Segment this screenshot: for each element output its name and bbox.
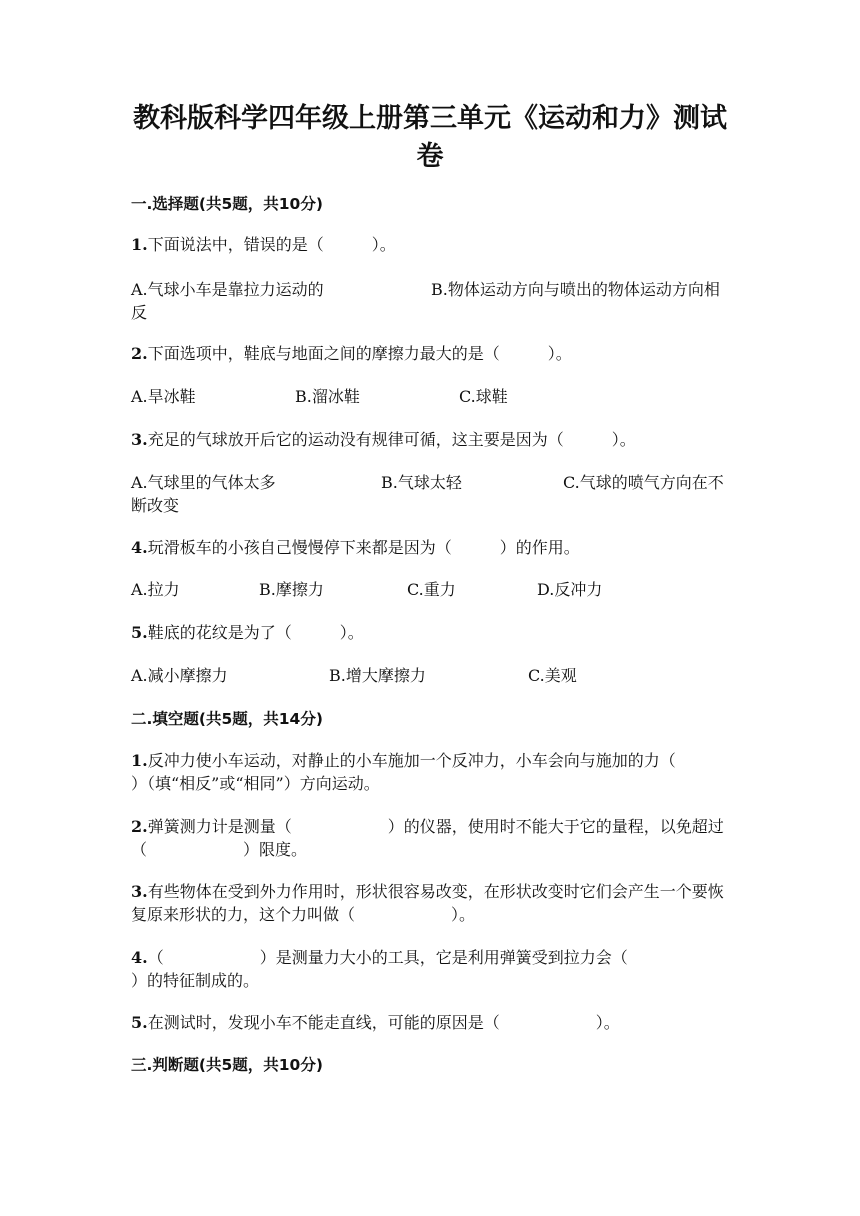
- question-text: 在测试时，发现小车不能走直线，可能的原因是（ ）。: [147, 1013, 620, 1032]
- question-number: 5.: [131, 1013, 148, 1032]
- option-a: A.气球里的气体太多: [131, 473, 276, 492]
- option-a: A.拉力: [131, 580, 180, 599]
- question-1-2: [131, 343, 572, 365]
- question-text: 玩滑板车的小孩自己慢慢停下来都是因为（ ）的作用。: [147, 538, 580, 557]
- question-text: 下面说法中，错误的是（ ）。: [147, 235, 396, 254]
- question-2-4: [131, 946, 731, 992]
- option-a: A.旱冰鞋: [131, 387, 196, 406]
- option-b: B.增大摩擦力: [329, 666, 426, 685]
- question-text: 弹簧测力计是测量（ ）的仪器，使用时不能大于它的量程，以免超过（ ）限度。: [131, 817, 724, 859]
- question-2-5: [131, 1012, 620, 1034]
- question-number: 2.: [131, 817, 148, 836]
- section-heading-choice: 一.选择题(共5题，共10分): [131, 195, 323, 213]
- question-1-4: [131, 537, 580, 559]
- question-number: 1.: [131, 751, 148, 770]
- option-a: A.气球小车是靠拉力运动的: [131, 280, 324, 299]
- question-number: 4.: [131, 948, 148, 967]
- option-c: C.气球的喷气方向在不断改变: [131, 473, 724, 515]
- question-number: 4.: [131, 538, 148, 557]
- question-1-3: [131, 429, 636, 451]
- question-number: 3.: [131, 430, 148, 449]
- question-number: 3.: [131, 882, 148, 901]
- option-b: B.物体运动方向与喷出的物体运动方向相反: [131, 280, 720, 322]
- option-c: C.球鞋: [459, 387, 508, 406]
- question-number: 2.: [131, 344, 148, 363]
- question-number: 1.: [131, 235, 148, 254]
- option-c: C.重力: [407, 580, 456, 599]
- option-b: B.溜冰鞋: [295, 387, 360, 406]
- option-b: B.气球太轻: [381, 473, 462, 492]
- question-text: （ ）是测量力大小的工具，它是利用弹簧受到拉力会（ ）的特征制成的。: [131, 948, 724, 990]
- question-text: 下面选项中，鞋底与地面之间的摩擦力最大的是（ ）。: [147, 344, 572, 363]
- question-2-3: [131, 880, 731, 926]
- option-d: D.反冲力: [537, 580, 603, 599]
- question-1-1: [131, 234, 396, 256]
- option-b: B.摩擦力: [259, 580, 324, 599]
- question-text: 充足的气球放开后它的运动没有规律可循，这主要是因为（ ）。: [147, 430, 636, 449]
- option-c: C.美观: [528, 666, 577, 685]
- options-1-1: [131, 278, 731, 324]
- question-1-5: [131, 622, 364, 644]
- section-heading-judge: 三.判断题(共5题，共10分): [131, 1056, 323, 1074]
- question-text: 鞋底的花纹是为了（ ）。: [147, 623, 364, 642]
- question-2-2: [131, 815, 731, 861]
- question-text: 反冲力使小车运动，对静止的小车施加一个反冲力，小车会向与施加的力（ ）（填“相反”或“相同”）方向运动。: [131, 751, 772, 793]
- question-2-1: [131, 749, 772, 795]
- question-text: 有些物体在受到外力作用时，形状很容易改变，在形状改变时它们会产生一个要恢复原来形状的力，这个力叫做（ ）。: [131, 882, 724, 924]
- section-heading-fill: 二.填空题(共5题，共14分): [131, 710, 323, 728]
- page-title: 教科版科学四年级上册第三单元《运动和力》测试卷: [133, 103, 727, 172]
- question-number: 5.: [131, 623, 148, 642]
- option-a: A.减小摩擦力: [131, 666, 228, 685]
- options-1-3: [131, 471, 731, 517]
